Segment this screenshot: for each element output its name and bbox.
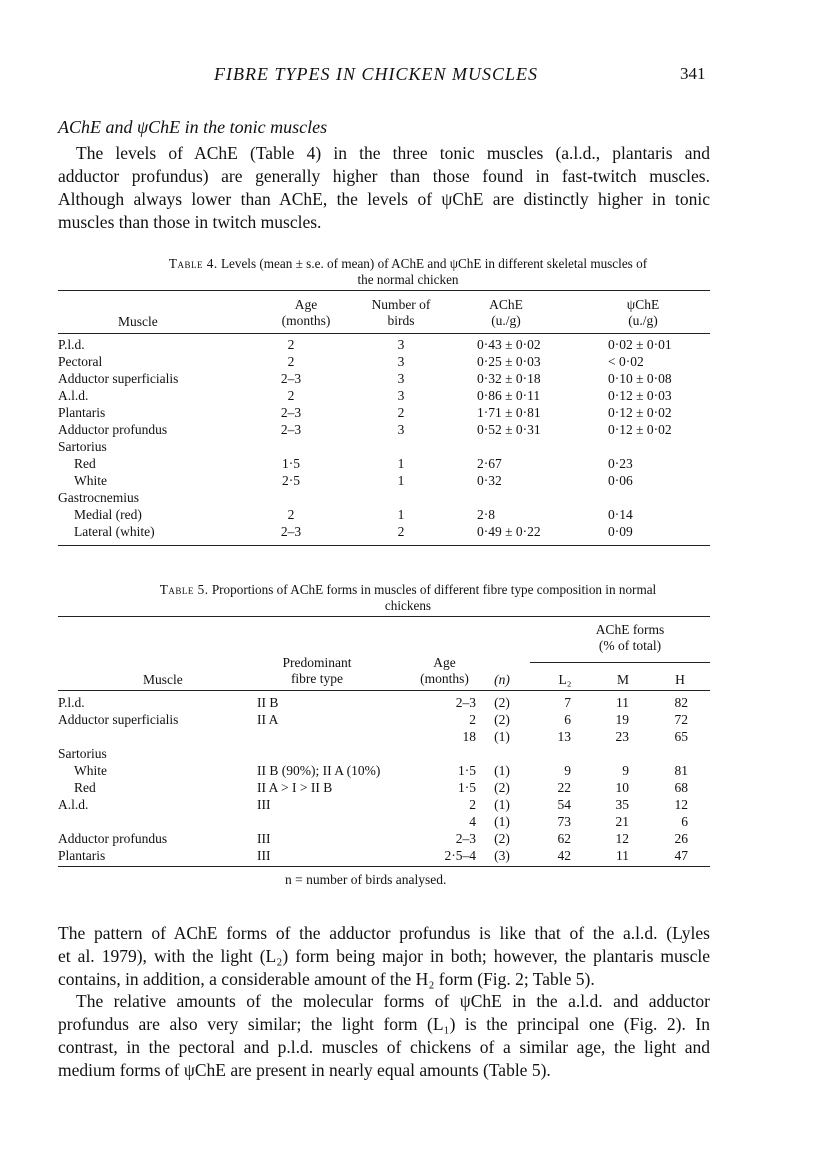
t4-muscle-cell: Adductor superficialis bbox=[58, 371, 179, 386]
t5-h-cell: 47 bbox=[674, 848, 688, 863]
paragraph-pche-forms bbox=[58, 990, 710, 1082]
t5-n-cell: (1) bbox=[494, 797, 510, 812]
t4-header-age: Age (months) bbox=[281, 297, 331, 328]
t5-muscle-cell: P.l.d. bbox=[58, 695, 85, 710]
t4-age-cell: 1·5 bbox=[282, 456, 300, 471]
t5-muscle-cell: Sartorius bbox=[58, 746, 107, 761]
t5-h-cell: 65 bbox=[674, 729, 688, 744]
t4-ache-cell: 0·32 ± 0·18 bbox=[477, 371, 541, 386]
t4-header-pche: ψChE (u./g) bbox=[626, 297, 660, 328]
t4-ache-cell: 2·67 bbox=[477, 456, 502, 471]
t5-age-cell: 2 bbox=[469, 797, 476, 812]
page-number: 341 bbox=[680, 64, 706, 83]
t5-muscle-cell: A.l.d. bbox=[58, 797, 89, 812]
t5-m-cell: 9 bbox=[622, 763, 629, 778]
t4-muscle-cell: Lateral (white) bbox=[74, 524, 155, 539]
paragraph-line: Although always lower than AChE, the levels of ψChE are distinctly higher in tonic bbox=[58, 189, 710, 209]
t5-m-cell: 23 bbox=[615, 729, 629, 744]
t5-age-cell: 2–3 bbox=[455, 695, 476, 710]
t5-l2-cell: 73 bbox=[557, 814, 571, 829]
t4-age-cell: 2–3 bbox=[280, 371, 302, 386]
paragraph-ache-forms bbox=[58, 922, 710, 991]
t4-age-cell: 2 bbox=[287, 507, 295, 522]
paragraph-line: et al. 1979), with the light (L₂) form being major in both; however, the plantaris muscle bbox=[58, 946, 710, 966]
table5-header-rule bbox=[58, 690, 710, 691]
t5-muscle-cell: Adductor superficialis bbox=[58, 712, 179, 727]
t4-birds-cell: 1 bbox=[397, 507, 405, 522]
t5-header-n: (n) bbox=[494, 672, 510, 687]
t4-ache-cell: 0·49 ± 0·22 bbox=[477, 524, 541, 539]
t5-n-cell: (2) bbox=[494, 831, 510, 846]
t4-birds-cell: 1 bbox=[397, 456, 405, 471]
t5-n-cell: (1) bbox=[494, 763, 510, 778]
t4-muscle-cell: Medial (red) bbox=[74, 507, 142, 522]
t5-h-cell: 68 bbox=[674, 780, 688, 795]
t4-ache-cell: 1·71 ± 0·81 bbox=[477, 405, 541, 420]
table4-bottom-rule bbox=[58, 545, 710, 546]
t5-header-forms: AChE forms (% of total) bbox=[595, 622, 665, 653]
t4-age-cell: 2 bbox=[287, 337, 295, 352]
t5-age-cell: 4 bbox=[469, 814, 476, 829]
t4-header-ache: AChE (u./g) bbox=[489, 297, 523, 328]
t5-muscle-cell: White bbox=[74, 763, 107, 778]
t4-muscle-cell: Pectoral bbox=[58, 354, 103, 369]
running-title: FIBRE TYPES IN CHICKEN MUSCLES bbox=[214, 64, 539, 84]
t4-pche-cell: 0·14 bbox=[608, 507, 633, 522]
t5-forms-rule bbox=[530, 662, 710, 663]
t5-n-cell: (3) bbox=[494, 848, 510, 863]
t4-header-birds: Number of birds bbox=[371, 297, 431, 328]
t5-m-cell: 35 bbox=[615, 797, 629, 812]
paragraph-line: contrast, in the pectoral and p.l.d. muscles of chickens of a similar age, the light and bbox=[58, 1037, 710, 1057]
t5-h-cell: 81 bbox=[674, 763, 688, 778]
t4-age-cell: 2·5 bbox=[282, 473, 300, 488]
t5-l2-cell: 42 bbox=[557, 848, 571, 863]
table4-caption-line1: Levels (mean ± s.e. of mean) of AChE and ψChE in different skeletal muscles of bbox=[220, 256, 648, 271]
t4-age-cell: 2–3 bbox=[280, 422, 302, 437]
t5-n-cell: (1) bbox=[494, 729, 510, 744]
t5-l2-cell: 9 bbox=[564, 763, 571, 778]
t4-age-cell: 2 bbox=[287, 388, 295, 403]
table5-caption bbox=[58, 582, 758, 614]
t5-l2-cell: 6 bbox=[564, 712, 571, 727]
paragraph-line: muscles than those in twitch muscles. bbox=[58, 212, 322, 232]
t4-age-cell: 2 bbox=[287, 354, 295, 369]
paragraph-line: profundus are also very similar; the light form (L₁) is the principal one (Fig. 2). In bbox=[58, 1014, 710, 1034]
t5-fibre-cell: II B (90%); II A (10%) bbox=[257, 763, 381, 778]
t5-n-cell: (2) bbox=[494, 695, 510, 710]
t4-muscle-cell: Adductor profundus bbox=[58, 422, 168, 437]
t4-muscle-cell: Plantaris bbox=[58, 405, 106, 420]
t5-muscle-cell: Red bbox=[74, 780, 96, 795]
t5-fibre-cell: II A bbox=[257, 712, 279, 727]
t5-muscle-cell: Plantaris bbox=[58, 848, 106, 863]
t5-header-m: M bbox=[616, 672, 629, 687]
t5-header-l2: L₂ bbox=[558, 672, 572, 687]
t4-ache-cell: 0·25 ± 0·03 bbox=[477, 354, 541, 369]
t4-ache-cell: 0·86 ± 0·11 bbox=[477, 388, 541, 403]
t5-n-cell: (2) bbox=[494, 780, 510, 795]
t4-pche-cell: < 0·02 bbox=[608, 354, 644, 369]
t5-muscle-cell: Adductor profundus bbox=[58, 831, 168, 846]
table5-bottom-rule bbox=[58, 866, 710, 867]
t5-m-cell: 19 bbox=[615, 712, 629, 727]
t5-l2-cell: 13 bbox=[557, 729, 571, 744]
t4-pche-cell: 0·06 bbox=[608, 473, 633, 488]
t5-h-cell: 26 bbox=[674, 831, 688, 846]
section-heading: AChE and ψChE in the tonic muscles bbox=[58, 117, 328, 137]
paragraph-line: contains, in addition, a considerable amount of the H₂ form (Fig. 2; Table 5). bbox=[58, 969, 595, 989]
t4-pche-cell: 0·02 ± 0·01 bbox=[608, 337, 672, 352]
paragraph-line: The relative amounts of the molecular forms of ψChE in the a.l.d. and adductor bbox=[76, 991, 710, 1011]
t5-n-cell: (2) bbox=[494, 712, 510, 727]
t5-m-cell: 12 bbox=[615, 831, 629, 846]
t4-birds-cell: 3 bbox=[397, 337, 405, 352]
t5-header-age: Age (months) bbox=[420, 655, 469, 686]
t4-muscle-cell: P.l.d. bbox=[58, 337, 85, 352]
t5-header-fibre: Predominant fibre type bbox=[282, 655, 352, 686]
t5-m-cell: 10 bbox=[615, 780, 629, 795]
paragraph-line: The pattern of AChE forms of the adductor profundus is like that of the a.l.d. (Lyles bbox=[58, 923, 710, 943]
t4-birds-cell: 3 bbox=[397, 371, 405, 386]
t4-pche-cell: 0·12 ± 0·02 bbox=[608, 422, 672, 437]
t4-birds-cell: 3 bbox=[397, 354, 405, 369]
t4-age-cell: 2–3 bbox=[280, 405, 302, 420]
t5-age-cell: 2–3 bbox=[455, 831, 476, 846]
t5-l2-cell: 7 bbox=[564, 695, 571, 710]
t4-pche-cell: 0·23 bbox=[608, 456, 633, 471]
table5-top-rule bbox=[58, 616, 710, 617]
t4-header-muscle: Muscle bbox=[118, 314, 158, 329]
t5-age-cell: 2·5–4 bbox=[444, 848, 476, 863]
t5-h-cell: 72 bbox=[674, 712, 688, 727]
t5-fibre-cell: II A > I > II B bbox=[257, 780, 333, 795]
table5-caption-line2: chickens bbox=[384, 598, 432, 613]
t5-l2-cell: 22 bbox=[557, 780, 571, 795]
t4-muscle-cell: A.l.d. bbox=[58, 388, 89, 403]
t5-age-cell: 18 bbox=[462, 729, 476, 744]
t5-m-cell: 21 bbox=[615, 814, 629, 829]
t5-age-cell: 1·5 bbox=[458, 763, 476, 778]
t4-birds-cell: 2 bbox=[397, 405, 405, 420]
t4-birds-cell: 3 bbox=[397, 388, 405, 403]
table4-header-rule bbox=[58, 333, 710, 334]
t5-header-muscle: Muscle bbox=[143, 672, 183, 687]
t4-ache-cell: 0·32 bbox=[477, 473, 502, 488]
t5-fibre-cell: III bbox=[257, 797, 271, 812]
t5-fibre-cell: III bbox=[257, 831, 271, 846]
t4-ache-cell: 0·52 ± 0·31 bbox=[477, 422, 541, 437]
table5-caption-line1: Proportions of AChE forms in muscles of different fibre type composition in normal bbox=[211, 582, 657, 597]
t4-age-cell: 2–3 bbox=[280, 524, 302, 539]
t4-pche-cell: 0·10 ± 0·08 bbox=[608, 371, 672, 386]
table4-label: Table 4. bbox=[168, 256, 218, 271]
t4-ache-cell: 2·8 bbox=[477, 507, 495, 522]
t4-muscle-cell: Red bbox=[74, 456, 96, 471]
table4-caption bbox=[58, 256, 758, 288]
t5-fibre-cell: II B bbox=[257, 695, 279, 710]
t5-h-cell: 12 bbox=[674, 797, 688, 812]
t5-m-cell: 11 bbox=[616, 695, 629, 710]
t4-muscle-cell: Sartorius bbox=[58, 439, 107, 454]
t5-fibre-cell: III bbox=[257, 848, 271, 863]
t5-m-cell: 11 bbox=[616, 848, 629, 863]
paragraph-line: medium forms of ψChE are present in nearly equal amounts (Table 5). bbox=[58, 1060, 551, 1080]
t5-age-cell: 1·5 bbox=[458, 780, 476, 795]
t5-h-cell: 82 bbox=[674, 695, 688, 710]
t5-h-cell: 6 bbox=[681, 814, 688, 829]
t4-ache-cell: 0·43 ± 0·02 bbox=[477, 337, 541, 352]
t5-header-h: H bbox=[675, 672, 685, 687]
t4-pche-cell: 0·09 bbox=[608, 524, 633, 539]
t4-pche-cell: 0·12 ± 0·02 bbox=[608, 405, 672, 420]
t5-n-cell: (1) bbox=[494, 814, 510, 829]
t4-birds-cell: 2 bbox=[397, 524, 405, 539]
t5-age-cell: 2 bbox=[469, 712, 476, 727]
t4-muscle-cell: White bbox=[74, 473, 107, 488]
paragraph-line: The levels of AChE (Table 4) in the three tonic muscles (a.l.d., plantaris and bbox=[76, 143, 710, 163]
t4-muscle-cell: Gastrocnemius bbox=[58, 490, 139, 505]
t4-birds-cell: 1 bbox=[397, 473, 405, 488]
table4-caption-line2: the normal chicken bbox=[357, 272, 459, 287]
table5-label: Table 5. bbox=[159, 582, 209, 597]
paragraph-line: adductor profundus) are generally higher than those found in fast-twitch muscles. bbox=[58, 166, 710, 186]
t4-pche-cell: 0·12 ± 0·03 bbox=[608, 388, 672, 403]
intro-paragraph bbox=[58, 142, 710, 234]
t4-birds-cell: 3 bbox=[397, 422, 405, 437]
t5-l2-cell: 54 bbox=[557, 797, 571, 812]
table4-top-rule bbox=[58, 290, 710, 291]
table5-footnote: n = number of birds analysed. bbox=[285, 872, 447, 887]
t5-l2-cell: 62 bbox=[557, 831, 571, 846]
